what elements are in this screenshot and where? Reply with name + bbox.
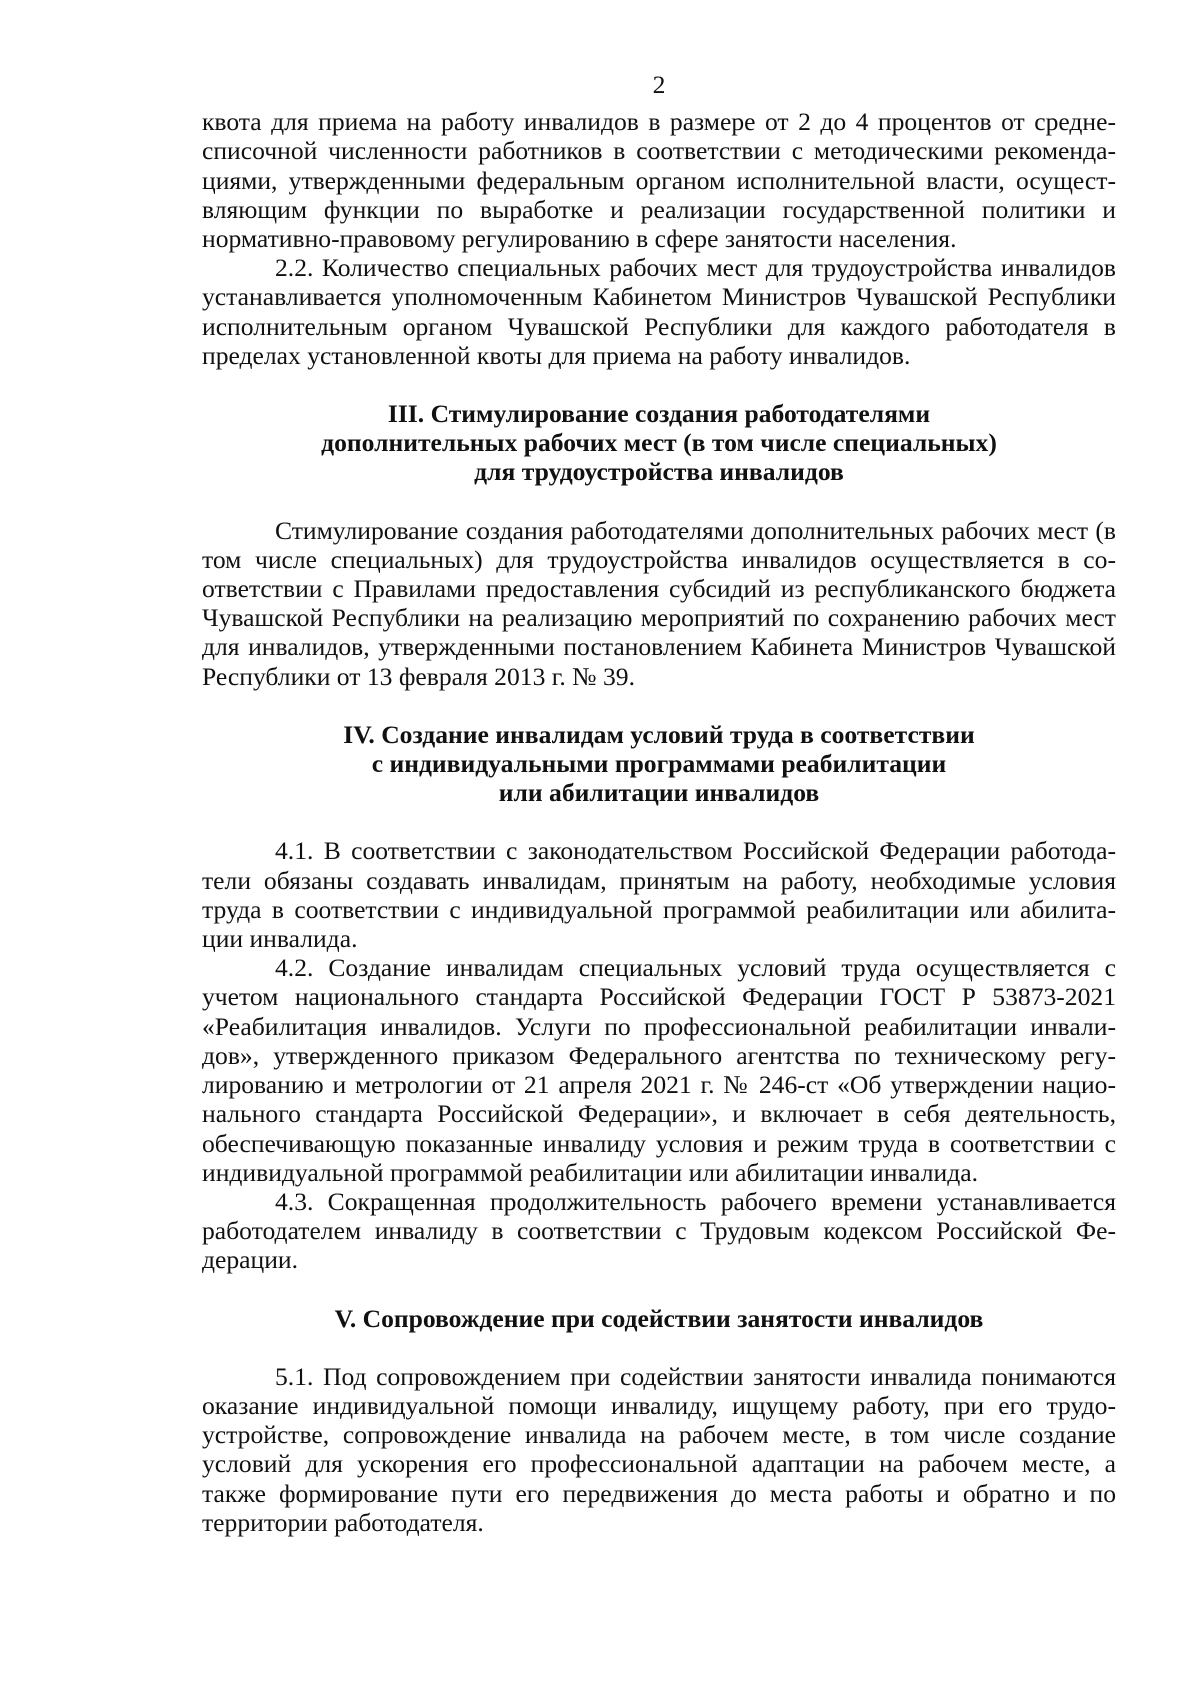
paragraph-2-2: 2.2. Количество специальных рабочих мест для трудоустройства инвалидов устанавливается уполномоченным Кабинетом Министров Чувашской Республики исполнительным органом Чувашской Республики для каждого работодателя в пределах установленной квоты для приема на работу инвалидов. — [202, 253, 1116, 370]
section-4-heading — [202, 720, 1116, 808]
paragraph-4-1: 4.1. В соответствии с законодательством Российской Федерации работодатели обязаны создавать инвалидам, принятым на работу, необходимые условия труда в соответствии с индивидуальной программой реабилитации или абилитации инвалида. — [202, 836, 1116, 954]
paragraph-4-2: 4.2. Создание инвалидам специальных условий труда осуществляется с учетом национального стандарта Российской Федерации ГОСТ Р 53873-2021 «Реабилитация инвалидов. Услуги по профессиональной реабилитации инвалидов», утвержденного приказом Федерального агентства по техническому регулированию и метрологии от 21 апреля 2021 г. № 246-ст «Об утверждении национального стандарта Российской Федерации», и включает в себя деятельность, обеспечивающую показанные инвалиду условия и режим труда в соответствии с индивидуальной программой реабилитации или абилитации инвалида. — [202, 953, 1116, 1187]
section-3-heading-line: для трудоустройства инвалидов — [474, 457, 844, 487]
section-4-heading-line: или абилитации инвалидов — [498, 778, 820, 808]
section-5-heading-line: V. Сопровождение при содействии занятости инвалидов — [334, 1303, 984, 1333]
section-3-paragraph: Стимулирование создания работодателями дополнительных рабочих мест (в том числе специальных) для трудоустройства инвалидов осуществляется в соответствии с Правилами предоставления субсидий из республиканского бюджета Чувашской Республики на реализацию мероприятий по сохранению рабочих мест для инвалидов, утвержденными постановлением Кабинета Министров Чувашской Республики от 13 февраля 2013 г. № 39. — [202, 515, 1116, 691]
page-number: 2 — [652, 70, 666, 99]
section-3-heading — [202, 399, 1116, 487]
section-4-heading-line: IV. Создание инвалидам условий труда в соответствии — [343, 719, 975, 749]
section-5-heading — [202, 1304, 1116, 1333]
paragraph-5-1: 5.1. Под сопровождением при содействии занятости инвалида понимаются оказание индивидуальной помощи инвалиду, ищущему работу, при его трудоустройстве, сопровождение инвалида на рабочем месте, в том числе создание условий для ускорения его профессиональной адаптации на рабочем месте, а также формирование пути его передвижения до места работы и обратно и по территории работодателя. — [202, 1361, 1116, 1537]
section-3-heading-line: III. Стимулирование создания работодателями — [387, 399, 931, 429]
document-page — [202, 70, 1116, 1537]
paragraph-4-3: 4.3. Сокращенная продолжительность рабочего времени устанавливается работодателем инвалиду в соответствии с Трудовым кодексом Российской Федерации. — [202, 1186, 1116, 1275]
intro-paragraph-quota: квота для приема на работу инвалидов в размере от 2 до 4 процентов от среднесписочной численности работников в соответствии с методическими рекомендациями, утвержденными федеральным органом исполнительной власти, осуществляющим функции по выработке и реализации государственной политики и нормативно-правовому регулированию в сфере занятости населения. — [202, 107, 1116, 254]
section-3-heading-line: дополнительных рабочих мест (в том числе специальных) — [321, 428, 997, 458]
section-4-heading-line: с индивидуальными программами реабилитации — [371, 749, 947, 779]
